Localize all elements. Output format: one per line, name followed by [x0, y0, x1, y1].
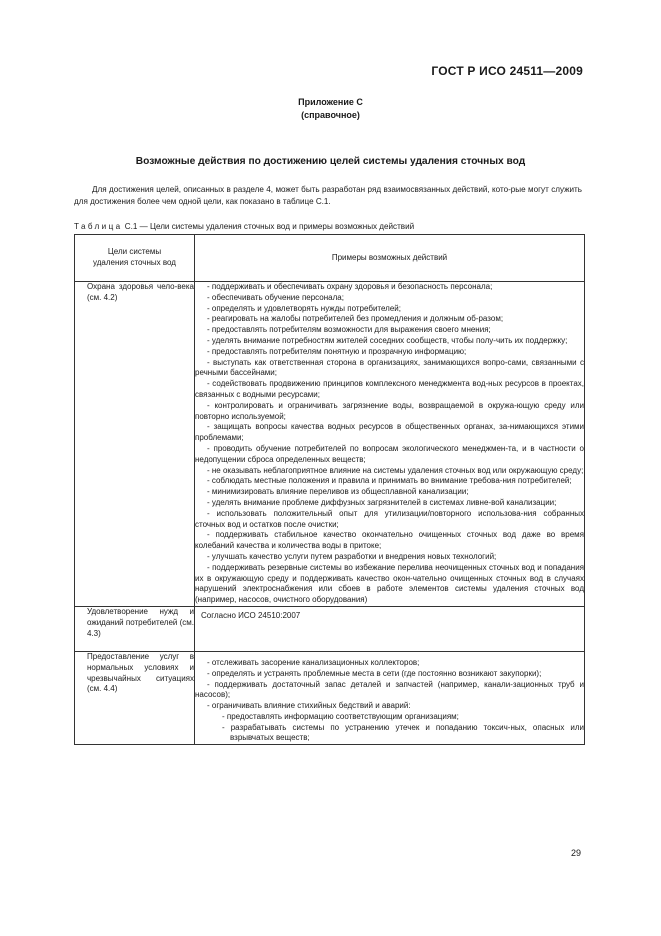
action-item: - уделять внимание проблеме диффузных загрязнителей в системах ливне-вой канализации; [207, 497, 557, 507]
header-actions: Примеры возможных действий [195, 235, 585, 282]
table-caption-label: Таблица [74, 222, 123, 231]
action-item: - отслеживать засорение канализационных коллекторов; [207, 657, 420, 667]
action-item: - защищать вопросы качества водных ресурсов в общественных органах, за-нимающихся этими проблемами; [195, 422, 584, 443]
document-code: ГОСТ Р ИСО 24511—2009 [431, 64, 583, 78]
goal-cell: Охрана здоровья чело-века (см. 4.2) [75, 282, 195, 607]
table-row [75, 651, 585, 744]
goal-cell: Удовлетворение нужд и ожиданий потребителей (см. 4.3) [75, 606, 195, 651]
action-item: - контролировать и ограничивать загрязнение воды, возвращаемой в окружа-ющую среду или повторно используемой; [195, 400, 584, 421]
section-title: Возможные действия по достижению целей системы удаления сточных вод [135, 156, 526, 167]
action-item: - ограничивать влияние стихийных бедствий и аварий: [207, 701, 411, 711]
action-item: - реагировать на жалобы потребителей без промедления и должным об-разом; [207, 314, 504, 324]
action-item: - определять и устранять проблемные места в сети (где постоянно возникают закупорки); [207, 668, 542, 678]
table-row [75, 606, 585, 651]
action-item: - уделять внимание потребностям жителей соседних сообществ, чтобы полу-чить их поддержку; [207, 335, 568, 345]
table-row [75, 282, 585, 607]
goals-actions-table [74, 234, 585, 745]
action-item: - определять и удовлетворять нужды потребителей; [207, 303, 401, 313]
goal-cell: Предоставление услуг в нормальных условиях и чрезвычайных ситуациях (см. 4.4) [75, 651, 195, 744]
action-item: - поддерживать резервные системы во избежание перелива неочищенных сточных вод и попадания их в окружающую среду и поддерживать качество окон-чательно очищенных сточных вод в случаях нарушений электроснабжения или сбоев в работе элементов системы удаления сточных вод (например, насосов, очистного оборудования) [195, 562, 584, 605]
header-goals: Цели системы удаления сточных вод [75, 235, 195, 282]
action-item: - проводить обучение потребителей по вопросам экологического менеджмен-та, и в частности о недопущении сброса определенных веществ; [195, 443, 584, 464]
action-item: - поддерживать достаточный запас деталей и запчастей (например, канали-зационных труб и насосов); [195, 679, 584, 700]
actions-cell [195, 651, 585, 744]
action-item: - предоставлять потребителям возможности для выражения своего мнения; [207, 325, 491, 335]
table-caption [74, 222, 584, 231]
appendix-heading [0, 96, 661, 122]
actions-cell [195, 606, 585, 651]
action-item: Согласно ИСО 24510:2007 [201, 610, 301, 620]
actions-cell [195, 282, 585, 607]
action-item: - не оказывать неблагоприятное влияние на системы удаления сточных вод или окружающую среду; [207, 465, 584, 475]
table-caption-text: С.1 — Цели системы удаления сточных вод и примеры возможных действий [124, 222, 415, 231]
table-header-row [75, 235, 585, 282]
action-item: - соблюдать местные положения и правила и принимать во внимание требова-ния потребителей; [207, 476, 572, 486]
appendix-title: Приложение С [298, 97, 363, 107]
action-item: - поддерживать стабильное качество окончательно очищенных сточных вод даже во время колебаний качества и количества воды в притоке; [195, 530, 584, 551]
action-item: - поддерживать и обеспечивать охрану здоровья и безопасность персонала; [207, 282, 493, 291]
intro-paragraph: Для достижения целей, описанных в разделе 4, может быть разработан ряд взаимосвязанных действий, кото-рые могут служить для достижения более чем одной цели, как показано в таблице С.1. [74, 185, 582, 206]
action-item: - выступать как ответственная сторона в организациях, занимающихся вопро-сами, связанными с речными бассейнами; [195, 357, 584, 378]
action-subitem: - разрабатывать системы по устранению утечек и попаданию токсич-ных, опасных или взрывчатых веществ; [222, 722, 584, 743]
action-subitem: - предоставлять информацию соответствующим организациям; [222, 711, 459, 721]
action-item: - использовать положительный опыт для утилизации/повторного использова-ния собранных сточных вод и остатков после очистки; [195, 508, 584, 529]
action-item: - улучшать качество услуги путем разработки и внедрения новых технологий; [207, 551, 497, 561]
action-item: - содействовать продвижению принципов комплексного менеджмента вод-ных ресурсов в проектах, связанных с водными ресурсами; [195, 379, 584, 399]
action-item: - минимизировать влияние переливов из общесплавной канализации; [207, 487, 469, 497]
action-item: - обеспечивать обучение персонала; [207, 292, 344, 302]
page-number: 29 [570, 848, 581, 858]
action-item: - предоставлять потребителям понятную и прозрачную информацию; [207, 346, 467, 356]
appendix-note: (справочное) [301, 110, 360, 120]
